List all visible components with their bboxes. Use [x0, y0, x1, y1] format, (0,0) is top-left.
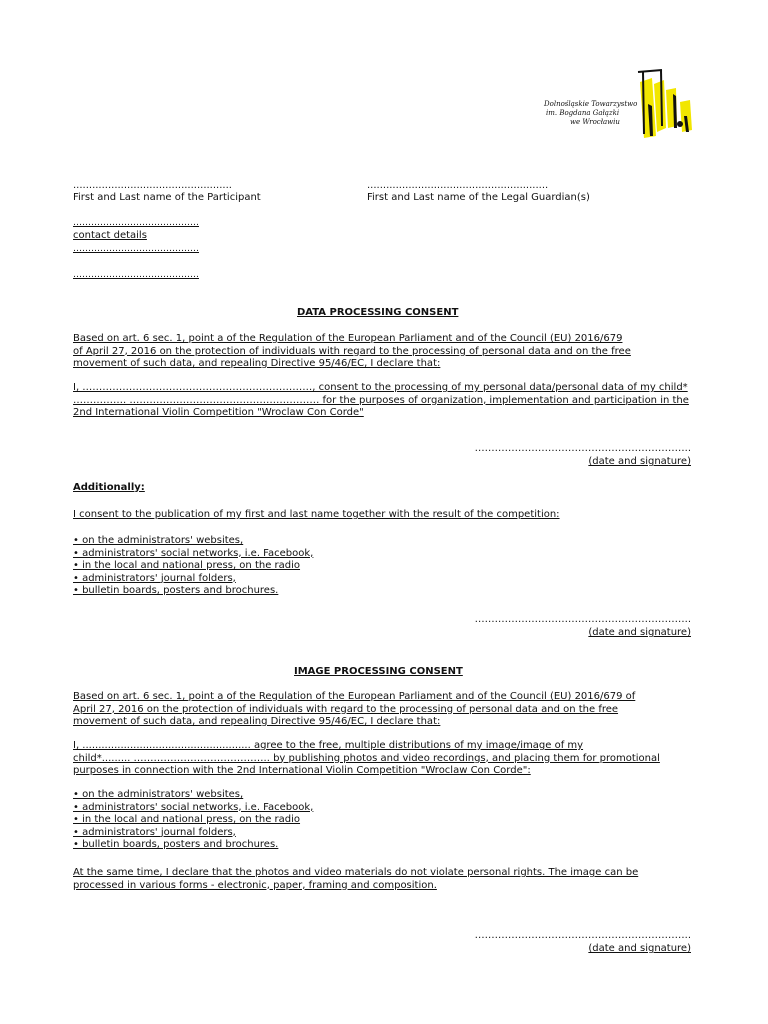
logo-text-line: im. Bogdana Gałązki — [546, 109, 620, 117]
paragraph-line: 2nd International Violin Competition "Wroclaw Con Corde" — [73, 407, 364, 418]
additionally-signature-label: (date and signature) — [588, 627, 691, 638]
paragraph-line: ……………. ………………………………………………… for the purposes of organization, implementation and participation in the — [73, 394, 689, 406]
paragraph-line: movement of such data, and repealing Directive 95/46/EC, I declare that: — [73, 716, 441, 727]
image-consent-signature-label: (date and signature) — [588, 943, 691, 954]
contact-details-label: contact details — [73, 230, 147, 241]
additionally-signature-line: ……………………………………………………….. — [474, 614, 691, 625]
data-consent-intro — [73, 333, 673, 371]
list-item: • bulletin boards, posters and brochures. — [73, 585, 279, 596]
list-item: • administrators' social networks, i.e. Facebook, — [73, 547, 314, 559]
guardian-name-line: ......................................................... — [367, 180, 549, 191]
paragraph-line: Based on art. 6 sec. 1, point a of the Regulation of the European Parliament and of the Council (EU) 2016/679 of — [73, 691, 636, 702]
paragraph-line: I, ……………………………………………………………, consent to the processing of my personal data/personal data of my child* — [73, 382, 688, 393]
contact-line-2: …………………………………… — [73, 244, 199, 254]
list-item: • administrators' social networks, i.e. Facebook, — [73, 801, 314, 813]
additionally-heading: Additionally: — [73, 482, 145, 493]
image-consent-declaration — [73, 740, 673, 778]
image-consent-intro — [73, 691, 673, 729]
list-item: • bulletin boards, posters and brochures. — [73, 839, 279, 850]
list-item: • administrators' journal folders, — [73, 826, 236, 838]
data-consent-title: DATA PROCESSING CONSENT — [297, 307, 459, 318]
participant-name-label: First and Last name of the Participant — [73, 192, 261, 203]
list-item: • administrators' journal folders, — [73, 572, 236, 584]
paragraph-line: child*......... ………………………………….. by publishing photos and video recordings, and placing them for promotional — [73, 752, 660, 764]
paragraph-line: I, ..................................................... agree to the free, multiple distributions of my image/image of my — [73, 740, 584, 751]
logo-text — [544, 100, 637, 127]
logo-text-line: Dolnośląskie Towarzystwo — [544, 100, 638, 108]
image-consent-title: IMAGE PROCESSING CONSENT — [294, 666, 463, 677]
paragraph-line: purposes in connection with the 2nd International Violin Competition "Wroclaw Con Corde": — [73, 765, 531, 776]
publication-consent-text: I consent to the publication of my first and last name together with the result of the competition: — [73, 509, 560, 520]
organization-logo — [540, 66, 702, 140]
data-consent-signature-label: (date and signature) — [588, 456, 691, 467]
paragraph-line: of April 27, 2016 on the protection of individuals with regard to the processing of personal data and on the free — [73, 345, 631, 357]
list-item: • in the local and national press, on the radio — [73, 560, 301, 571]
publication-channels-list — [73, 535, 313, 598]
paragraph-line: processed in various forms - electronic, paper, framing and composition. — [73, 879, 437, 891]
list-item: • on the administrators' websites, — [73, 789, 244, 800]
contact-line-1: …………………………………… — [73, 218, 199, 228]
guardian-name-label: First and Last name of the Legal Guardian(s) — [367, 192, 590, 203]
participant-name-line: .................................................. — [73, 180, 232, 191]
paragraph-line: Based on art. 6 sec. 1, point a of the Regulation of the European Parliament and of the Council (EU) 2016/679 — [73, 333, 623, 344]
paragraph-line: At the same time, I declare that the photos and video materials do not violate personal rights. The image can be — [73, 867, 639, 878]
data-consent-declaration — [73, 382, 689, 420]
image-consent-signature-line: ……………………………………………………….. — [474, 930, 691, 941]
paragraph-line: movement of such data, and repealing Directive 95/46/EC, I declare that: — [73, 358, 441, 369]
data-consent-signature-line: ……………………………………………………….. — [474, 443, 691, 454]
list-item: • in the local and national press, on the radio — [73, 814, 301, 825]
list-item: • on the administrators' websites, — [73, 535, 244, 546]
image-channels-list — [73, 789, 313, 852]
image-consent-closing — [73, 867, 673, 892]
contact-line-3: …………………………………… — [73, 270, 199, 280]
paragraph-line: April 27, 2016 on the protection of individuals with regard to the processing of personal data and on the free — [73, 703, 619, 715]
logo-text-line: we Wrocławiu — [570, 118, 620, 126]
